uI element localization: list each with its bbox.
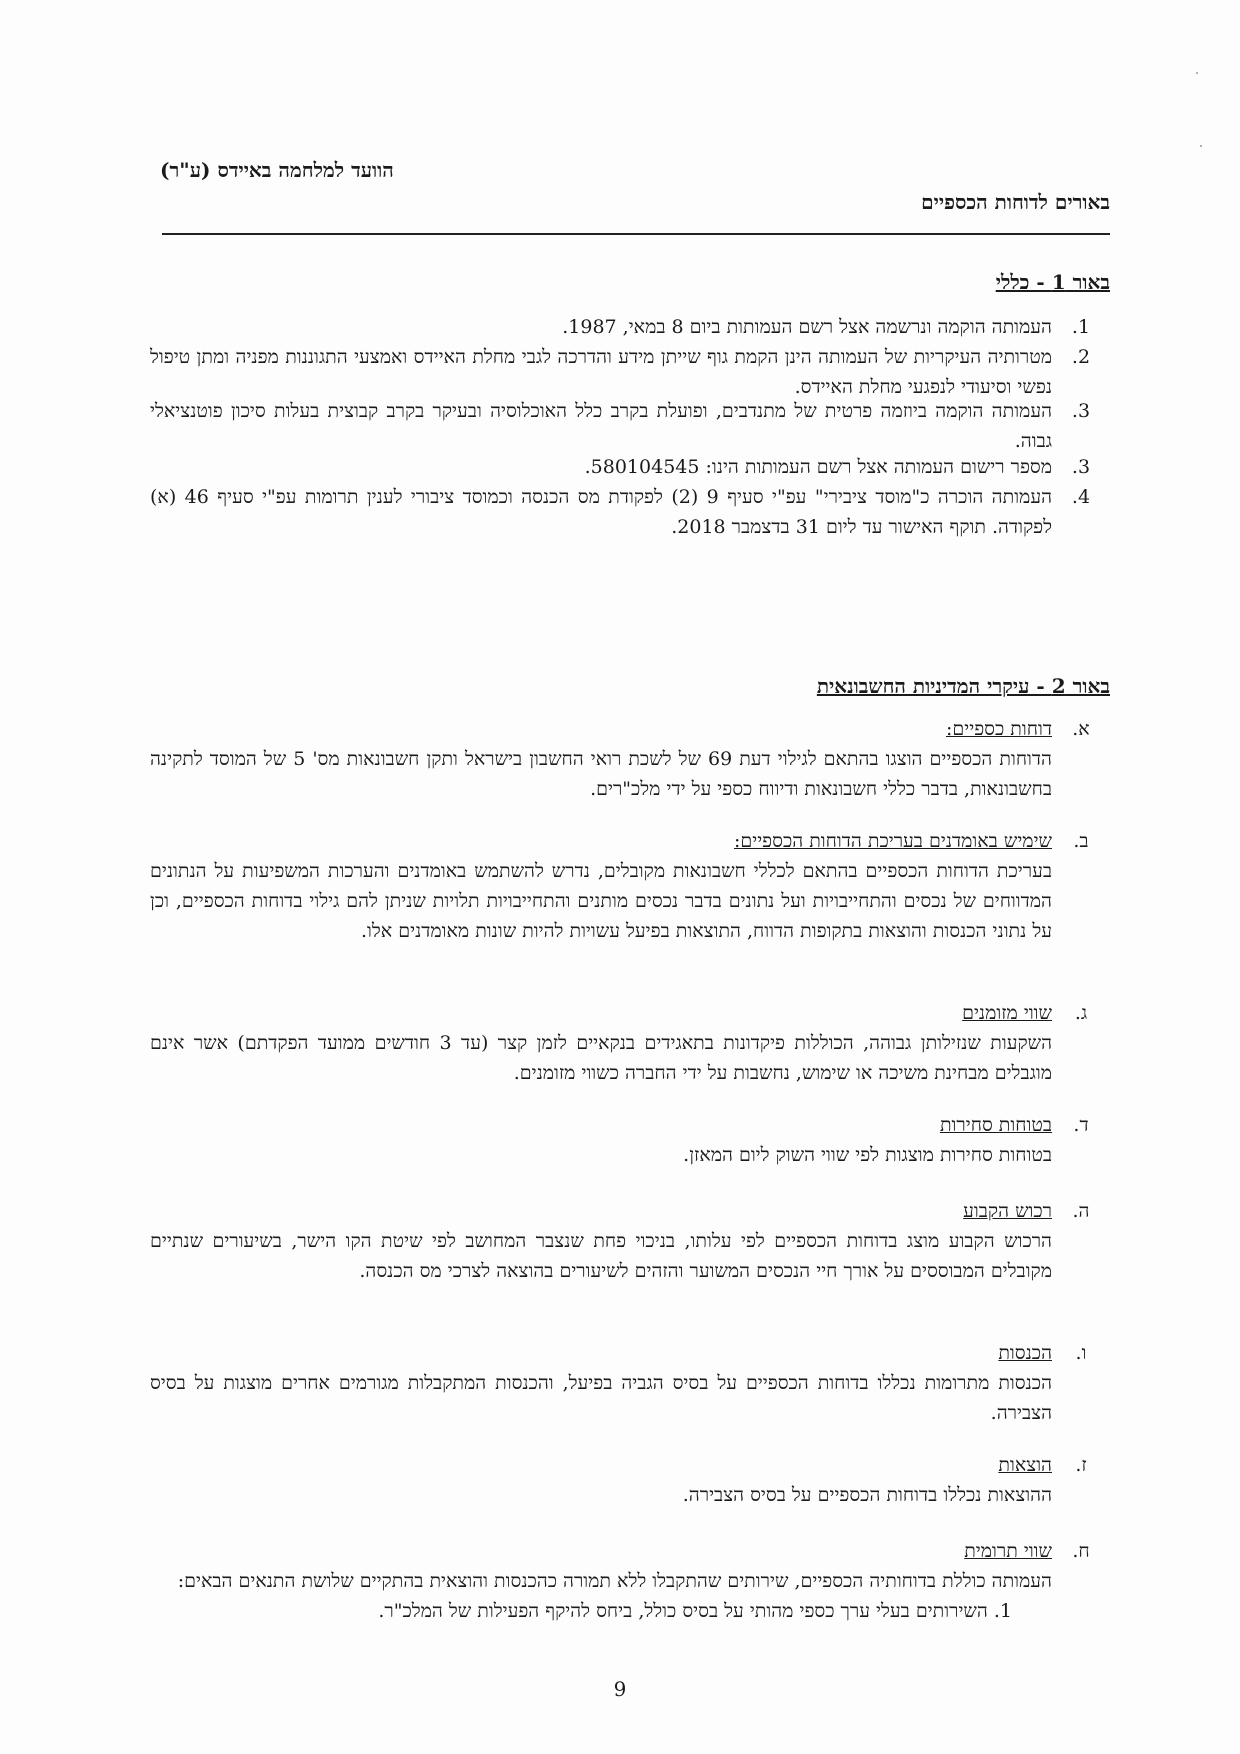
item-title: שווי מזומנים: [962, 1002, 1052, 1024]
note-1-item: [150, 396, 1110, 456]
item-text: העמותה הוכרה כ"מוסד ציבירי" עפ"י סעיף 9 (2) לפקודת מס הכנסה וכמוסד ציבורי לענין תרומות עפ"י סעיף 46 (א) לפקודה. תוקף האישור עד ליום 31 בדצמבר 2018.: [150, 486, 1053, 538]
item-text: בעריכת הדוחות הכספיים בהתאם לכללי חשבונאות מקובלים, נדרש להשתמש באומדנים והערכות המשפיעות על הנתונים המדווחים של נכסים והתחייבויות ועל נתונים בדבר נכסים מותנים והתחייבויות תלויות שניתן להם גילוי בדוחות הכספיים, וכן על נתוני הכנסות והוצאות בתקופות הדווח, התוצאות בפיעל עשויות להיות שונות מאומדנים אלו.: [150, 860, 1052, 942]
policy-item: [150, 1450, 1110, 1510]
item-text: העמותה הוקמה ביוזמה פרטית של מתנדבים, ופועלת בקרב כלל האוכלוסיה ובעיקר בקרב קבוצית בעלות סיכון פוטנציאלי גבוה.: [150, 400, 1052, 452]
organization-name: הוועד למלחמה באיידס (ע"ר): [160, 158, 394, 182]
section-1-heading: באור 1 - כללי: [995, 270, 1110, 294]
item-title: הכנסות: [998, 1342, 1052, 1364]
item-text: השקעות שנזילותן גבוהה, הכוללות פיקדונות בתאגידים בנקאיים לזמן קצר (עד 3 חודשים ממועד הפקדתם) אשר אינם מוגבלים מבחינת משיכה או שימוש, נחשבות על ידי החברה כשווי מזומנים.: [150, 1032, 1052, 1084]
policy-item: [150, 714, 1110, 804]
item-letter: ו.: [1075, 1342, 1087, 1364]
item-text: העמותה כוללת בדוחותיה הכספיים, שירותים שהתקבלו ללא תמורה כהכנסות והוצאית בהתקיים שלושת התנאים הבאים:: [177, 1570, 1052, 1592]
item-list-entry: 1. השירותים בעלי ערך כספי מהותי על בסיס כולל, ביחס להיקף הפעילות של המלכ"ר.: [378, 1600, 1012, 1622]
item-letter: ד.: [1073, 1114, 1089, 1136]
item-letter: ב.: [1073, 830, 1089, 852]
item-text: בטוחות סחירות מוצגות לפי שווי השוק ליום המאזן.: [683, 1144, 1052, 1166]
policy-item: [150, 826, 1110, 946]
item-text: מספר רישום העמותה אצל רשם העמותות הינו: 580104545.: [584, 456, 1052, 478]
note-1-item: [150, 342, 1110, 402]
page-number: 9: [613, 1677, 627, 1701]
item-letter: ז.: [1075, 1454, 1087, 1476]
item-letter: ה.: [1072, 1200, 1090, 1222]
item-title: רכוש הקבוע: [963, 1200, 1052, 1222]
item-number: 4.: [1071, 486, 1091, 508]
item-text: הדוחות הכספיים הוצגו בהתאם לגילוי דעת 69 של לשכת רואי החשבון בישראל ותקן חשבונאות מס' 5 של המוסד לתקינה בחשבונאות, בדבר כללי חשבונאות ודיווח כספי על ידי מלכ"רים.: [150, 748, 1052, 800]
item-letter: ח.: [1072, 1540, 1090, 1562]
note-1-item: [150, 312, 1110, 342]
policy-item: [150, 998, 1110, 1088]
item-title: דוחות כספיים:: [945, 718, 1052, 740]
policy-item: [150, 1196, 1110, 1286]
item-title: הוצאות: [998, 1454, 1052, 1476]
item-text: העמותה הוקמה ונרשמה אצל רשם העמותות ביום 8 במאי, 1987.: [562, 316, 1052, 338]
note-1-item: [150, 452, 1110, 482]
item-title: בטוחות סחירות: [939, 1114, 1052, 1136]
header-divider: [162, 233, 1110, 235]
item-text: הרכוש הקבוע מוצג בדוחות הכספיים לפי עלותו, בניכוי פחת שנצבר המחושב לפי שיטת הקו הישר, בשיעורים שנתיים מקובלים המבוססים על אורך חיי הנכסים המשוער והזהים לשיעורים בהוצאה לצרכי מס הכנסה.: [150, 1230, 1052, 1282]
item-title: שווי תרומית: [964, 1540, 1052, 1562]
policy-item: [150, 1110, 1110, 1170]
scan-speck: [1196, 72, 1198, 74]
item-letter: א.: [1072, 718, 1090, 740]
item-letter: ג.: [1074, 1002, 1088, 1024]
item-number: 2.: [1071, 346, 1091, 368]
scan-speck: [1200, 145, 1202, 147]
policy-item: [150, 1338, 1110, 1428]
policy-item: [150, 1536, 1110, 1626]
item-number: 3.: [1071, 456, 1091, 478]
item-text: הכנסות מתרומות נכללו בדוחות הכספיים על בסיס הגביה בפיעל, והכנסות המתקבלות מגורמים אחרים מוצגות על בסיס הצבירה.: [150, 1372, 1052, 1424]
item-title: שימיש באומדנים בעריכת הדוחות הכספיים:: [733, 830, 1052, 852]
section-2-heading: באור 2 - עיקרי המדיניות החשבונאית: [816, 674, 1110, 698]
item-text: מטרותיה העיקריות של העמותה הינן הקמת גוף שייתן מידע והדרכה לגבי מחלת האיידס ואמצעי התגוננות מפניה ומתן טיפול נפשי וסיעודי לנפגעי מחלת האיידס.: [150, 346, 1052, 398]
item-number: 1.: [1071, 316, 1091, 338]
item-text: ההוצאות נכללו בדוחות הכספיים על בסיס הצבירה.: [682, 1484, 1052, 1506]
item-number: 3.: [1071, 400, 1091, 422]
note-1-item: [150, 482, 1110, 542]
document-title: באורים לדוחות הכספיים: [921, 190, 1110, 214]
